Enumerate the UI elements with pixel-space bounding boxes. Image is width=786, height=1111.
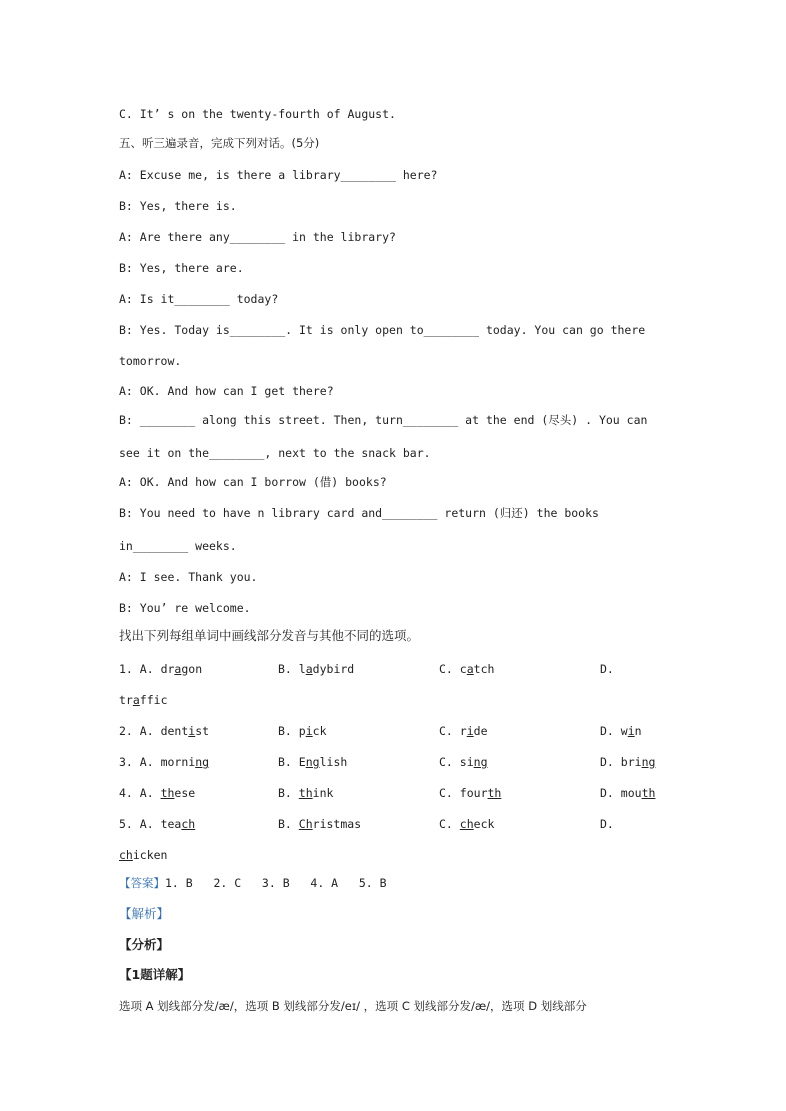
answer-text: 1. B 2. C 3. B 4. A 5. B [165, 876, 387, 890]
dialog-line-11: A: I see. Thank you. [119, 570, 258, 584]
q3-option-d: D. bring [600, 755, 656, 769]
detail-label: 【1题详解】 [119, 967, 191, 982]
dialog-line-10: B: You need to have n library card and________ return (归还) the books [119, 506, 599, 520]
dialog-line-2: B: Yes, there is. [119, 199, 237, 213]
phonics-title: 找出下列每组单词中画线部分发音与其他不同的选项。 [119, 628, 420, 643]
dialog-line-6: B: Yes. Today is________. It is only open to________ today. You can go there [119, 323, 646, 337]
fenxi-label: 【分析】 [119, 937, 170, 952]
q4-option-d: D. mouth [600, 786, 656, 800]
q2-option-a: 2. A. dentist [119, 724, 210, 738]
option-c-line: C. It’ s on the twenty-fourth of August. [119, 107, 396, 121]
q5-option-d-label: D. [600, 817, 614, 831]
q5-option-c: C. check [439, 817, 495, 831]
q5-option-a: 5. A. teach [119, 817, 196, 831]
q4-option-c: C. fourth [439, 786, 502, 800]
q3-option-c: C. sing [439, 755, 488, 769]
q1-option-d: traffic [119, 693, 168, 707]
q4-option-a: 4. A. these [119, 786, 196, 800]
dialog-line-9: A: OK. And how can I borrow (借) books? [119, 475, 387, 489]
q1-option-c: C. catch [439, 662, 495, 676]
q3-option-a: 3. A. morning [119, 755, 210, 769]
q5-option-b: B. Christmas [278, 817, 362, 831]
q5-option-d: chicken [119, 848, 168, 862]
q1-option-d-label: D. [600, 662, 614, 676]
analysis-label: 【解析】 [119, 906, 170, 921]
detail-text: 选项 A 划线部分发/æ/，选项 B 划线部分发/eɪ/ ，选项 C 划线部分发/æ/，选项 D 划线部分 [119, 999, 587, 1013]
q3-option-b: B. English [278, 755, 348, 769]
dialog-line-3: A: Are there any________ in the library? [119, 230, 396, 244]
q4-option-b: B. think [278, 786, 334, 800]
q1-option-a: 1. A. dragon [119, 662, 203, 676]
dialog-line-10-cont: in________ weeks. [119, 539, 237, 553]
dialog-line-12: B: You’ re welcome. [119, 601, 251, 615]
answer-label: 【答案】 [119, 876, 165, 890]
q1-option-b: B. ladybird [278, 662, 355, 676]
q2-option-c: C. ride [439, 724, 488, 738]
dialog-line-4: B: Yes, there are. [119, 261, 244, 275]
dialog-line-6-cont: tomorrow. [119, 354, 182, 368]
dialog-line-8: B: ________ along this street. Then, turn________ at the end (尽头) . You can [119, 413, 648, 427]
section-five-title: 五、听三遍录音，完成下列对话。(5分) [119, 136, 320, 150]
dialog-line-1: A: Excuse me, is there a library________ here? [119, 168, 438, 182]
dialog-line-8-cont: see it on the________, next to the snack bar. [119, 446, 431, 460]
q2-option-d: D. win [600, 724, 642, 738]
dialog-line-5: A: Is it________ today? [119, 292, 279, 306]
dialog-line-7: A: OK. And how can I get there? [119, 384, 334, 398]
q2-option-b: B. pick [278, 724, 327, 738]
answer-line [119, 875, 387, 891]
